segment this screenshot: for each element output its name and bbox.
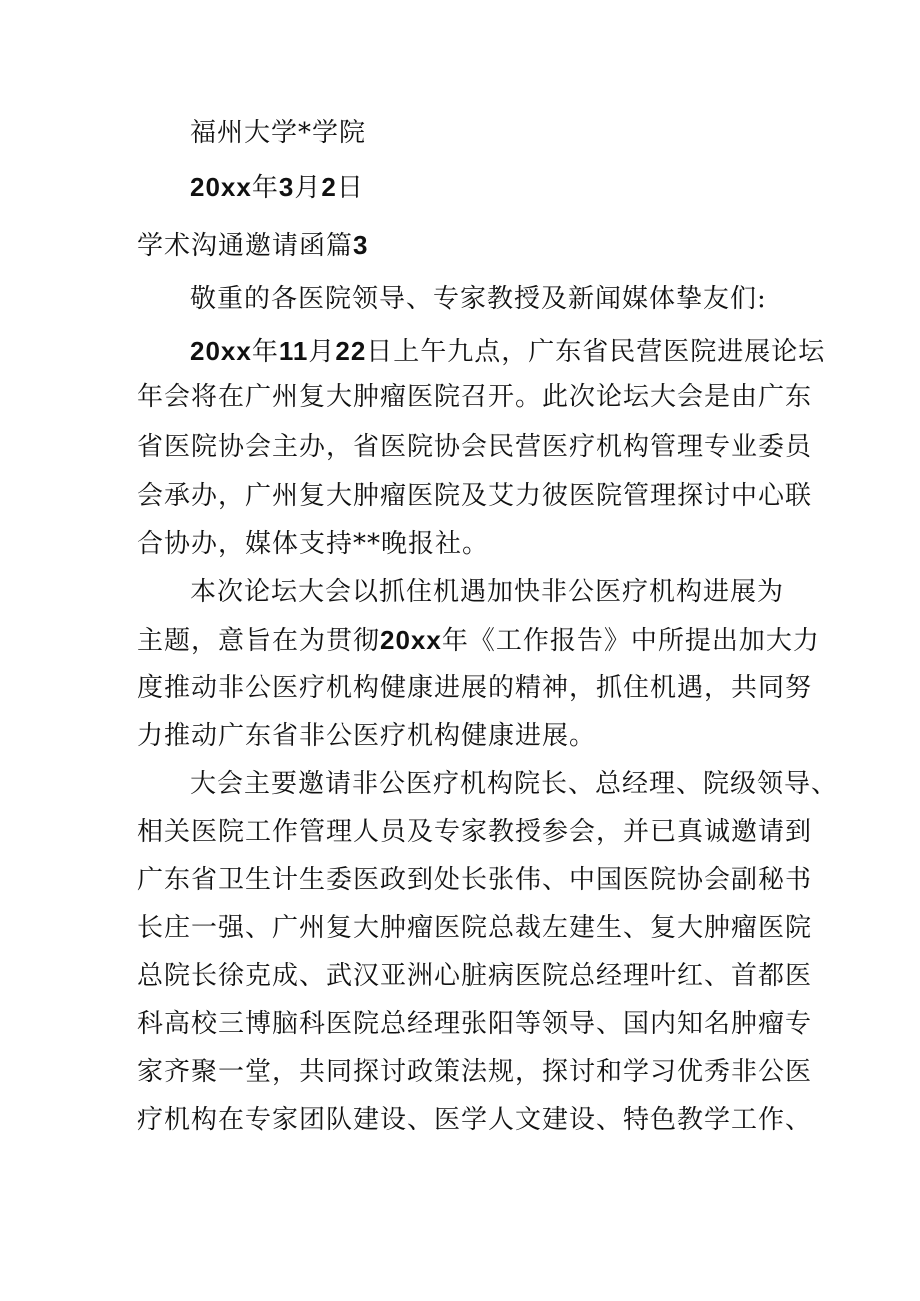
p3-line-8: 疗机构在专家团队建设、医学人文建设、特色教学工作、 bbox=[137, 1105, 813, 1135]
date-year-num: 20xx bbox=[190, 172, 252, 202]
p1-num-month: 11 bbox=[278, 336, 309, 366]
p1-line-5: 合协办，媒体支持**晚报社。 bbox=[137, 529, 490, 559]
p2-text-b: 年《工作报告》中所提出加大力 bbox=[441, 626, 820, 656]
p1-text-day: 日上午九点，广东省民营医院进展论坛 bbox=[366, 337, 826, 367]
p2-text-a: 主题，意旨在为贯彻 bbox=[137, 626, 381, 656]
p3-line-7: 家齐聚一堂，共同探讨政策法规，探讨和学习优秀非公医 bbox=[137, 1057, 813, 1087]
p1-num-day: 22 bbox=[335, 336, 367, 366]
p3-line-2: 相关医院工作管理人员及专家教授参会，并已真诚邀请到 bbox=[137, 817, 813, 847]
date-month-unit: 月 bbox=[294, 173, 322, 203]
p1-line-3: 省医院协会主办，省医院协会民营医疗机构管理专业委员 bbox=[137, 432, 813, 462]
section-heading bbox=[137, 228, 368, 263]
section-heading-num: 3 bbox=[353, 230, 369, 260]
p1-text-month: 月 bbox=[308, 337, 336, 367]
p2-num-year: 20xx bbox=[380, 625, 442, 655]
p3-line-6: 科高校三博脑科医院总经理张阳等领导、国内知名肿瘤专 bbox=[137, 1009, 813, 1039]
p1-line-1 bbox=[190, 334, 825, 369]
p3-line-5: 总院长徐克成、武汉亚洲心脏病医院总经理叶红、首都医 bbox=[137, 961, 813, 991]
date-month-num: 3 bbox=[278, 172, 295, 202]
date-year-unit: 年 bbox=[251, 173, 279, 203]
p2-line-3: 度推动非公医疗机构健康进展的精神，抓住机遇，共同努 bbox=[137, 673, 813, 703]
p1-text-year: 年 bbox=[251, 337, 279, 367]
p3-line-1: 大会主要邀请非公医疗机构院长、总经理、院级领导、 bbox=[190, 769, 839, 799]
signature-date bbox=[190, 170, 364, 205]
signature-org: 福州大学*学院 bbox=[190, 118, 367, 148]
p2-line-2 bbox=[137, 623, 820, 658]
date-day-unit: 日 bbox=[336, 173, 364, 203]
p3-line-4: 长庄一强、广州复大肿瘤医院总裁左建生、复大肿瘤医院 bbox=[137, 913, 813, 943]
p1-line-2: 年会将在广州复大肿瘤医院召开。此次论坛大会是由广东 bbox=[137, 382, 813, 412]
section-heading-text: 学术沟通邀请函篇 bbox=[137, 231, 354, 261]
salutation: 敬重的各医院领导、专家教授及新闻媒体挚友们: bbox=[190, 284, 767, 314]
p1-num-year: 20xx bbox=[190, 336, 252, 366]
p2-line-1: 本次论坛大会以抓住机遇加快非公医疗机构进展为 bbox=[190, 577, 785, 607]
p2-line-4: 力推动广东省非公医疗机构健康进展。 bbox=[137, 721, 597, 751]
p3-line-3: 广东省卫生计生委医政到处长张伟、中国医院协会副秘书 bbox=[137, 865, 813, 895]
p1-line-4: 会承办，广州复大肿瘤医院及艾力彼医院管理探讨中心联 bbox=[137, 481, 813, 511]
date-day-num: 2 bbox=[321, 172, 337, 202]
